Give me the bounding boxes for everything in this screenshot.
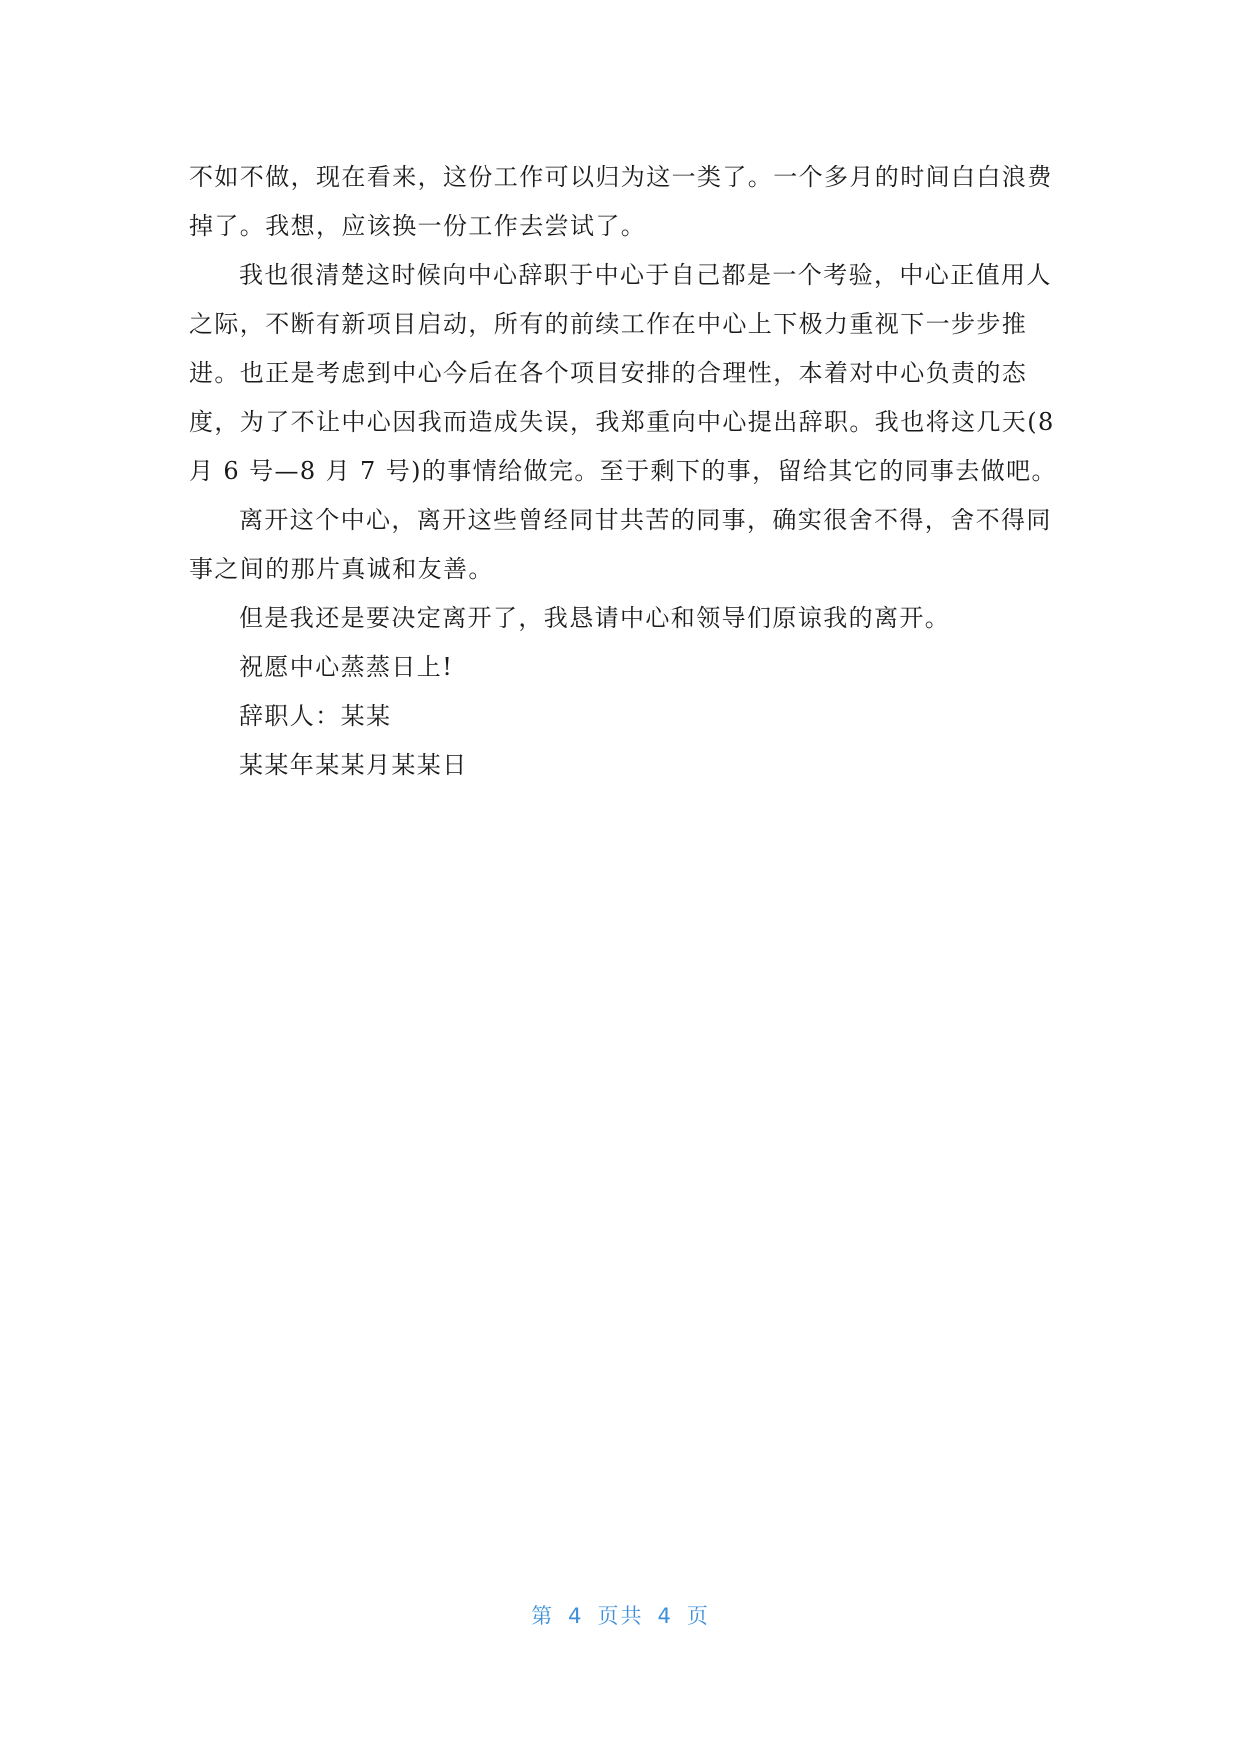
signature-line: 辞职人：某某 (239, 702, 392, 730)
body-line: 掉了。我想，应该换一份工作去尝试了。 (189, 212, 647, 240)
page-footer (0, 1600, 1241, 1630)
body-line: 事之间的那片真诚和友善。 (189, 555, 494, 583)
total-page-number: 4 (657, 1604, 673, 1628)
page-label-prefix: 第 (531, 1604, 555, 1628)
body-line: 但是我还是要决定离开了，我恳请中心和领导们原谅我的离开。 (239, 604, 951, 632)
body-line: 度，为了不让中心因我而造成失误，我郑重向中心提出辞职。我也将这几天(8 (189, 408, 1055, 436)
body-line: 我也很清楚这时候向中心辞职于中心于自己都是一个考验，中心正值用人 (239, 261, 1052, 289)
body-line: 进。也正是考虑到中心今后在各个项目安排的合理性，本着对中心负责的态 (189, 359, 1028, 387)
body-line: 不如不做，现在看来，这份工作可以归为这一类了。一个多月的时间白白浪费 (189, 163, 1053, 191)
closing-wish: 祝愿中心蒸蒸日上! (239, 653, 454, 681)
body-line: 离开这个中心，离开这些曾经同甘共苦的同事，确实很舍不得，舍不得同 (239, 506, 1052, 534)
page-label-suffix: 页 (686, 1604, 710, 1628)
page-label-middle: 页共 (597, 1604, 644, 1628)
body-line: 月 6 号—8 月 7 号)的事情给做完。至于剩下的事，留给其它的同事去做吧。 (189, 457, 1057, 485)
body-line: 之际，不断有新项目启动，所有的前续工作在中心上下极力重视下一步步推 (189, 310, 1028, 338)
date-line: 某某年某某月某某日 (239, 751, 468, 779)
current-page-number: 4 (568, 1604, 584, 1628)
document-body (189, 153, 1057, 790)
